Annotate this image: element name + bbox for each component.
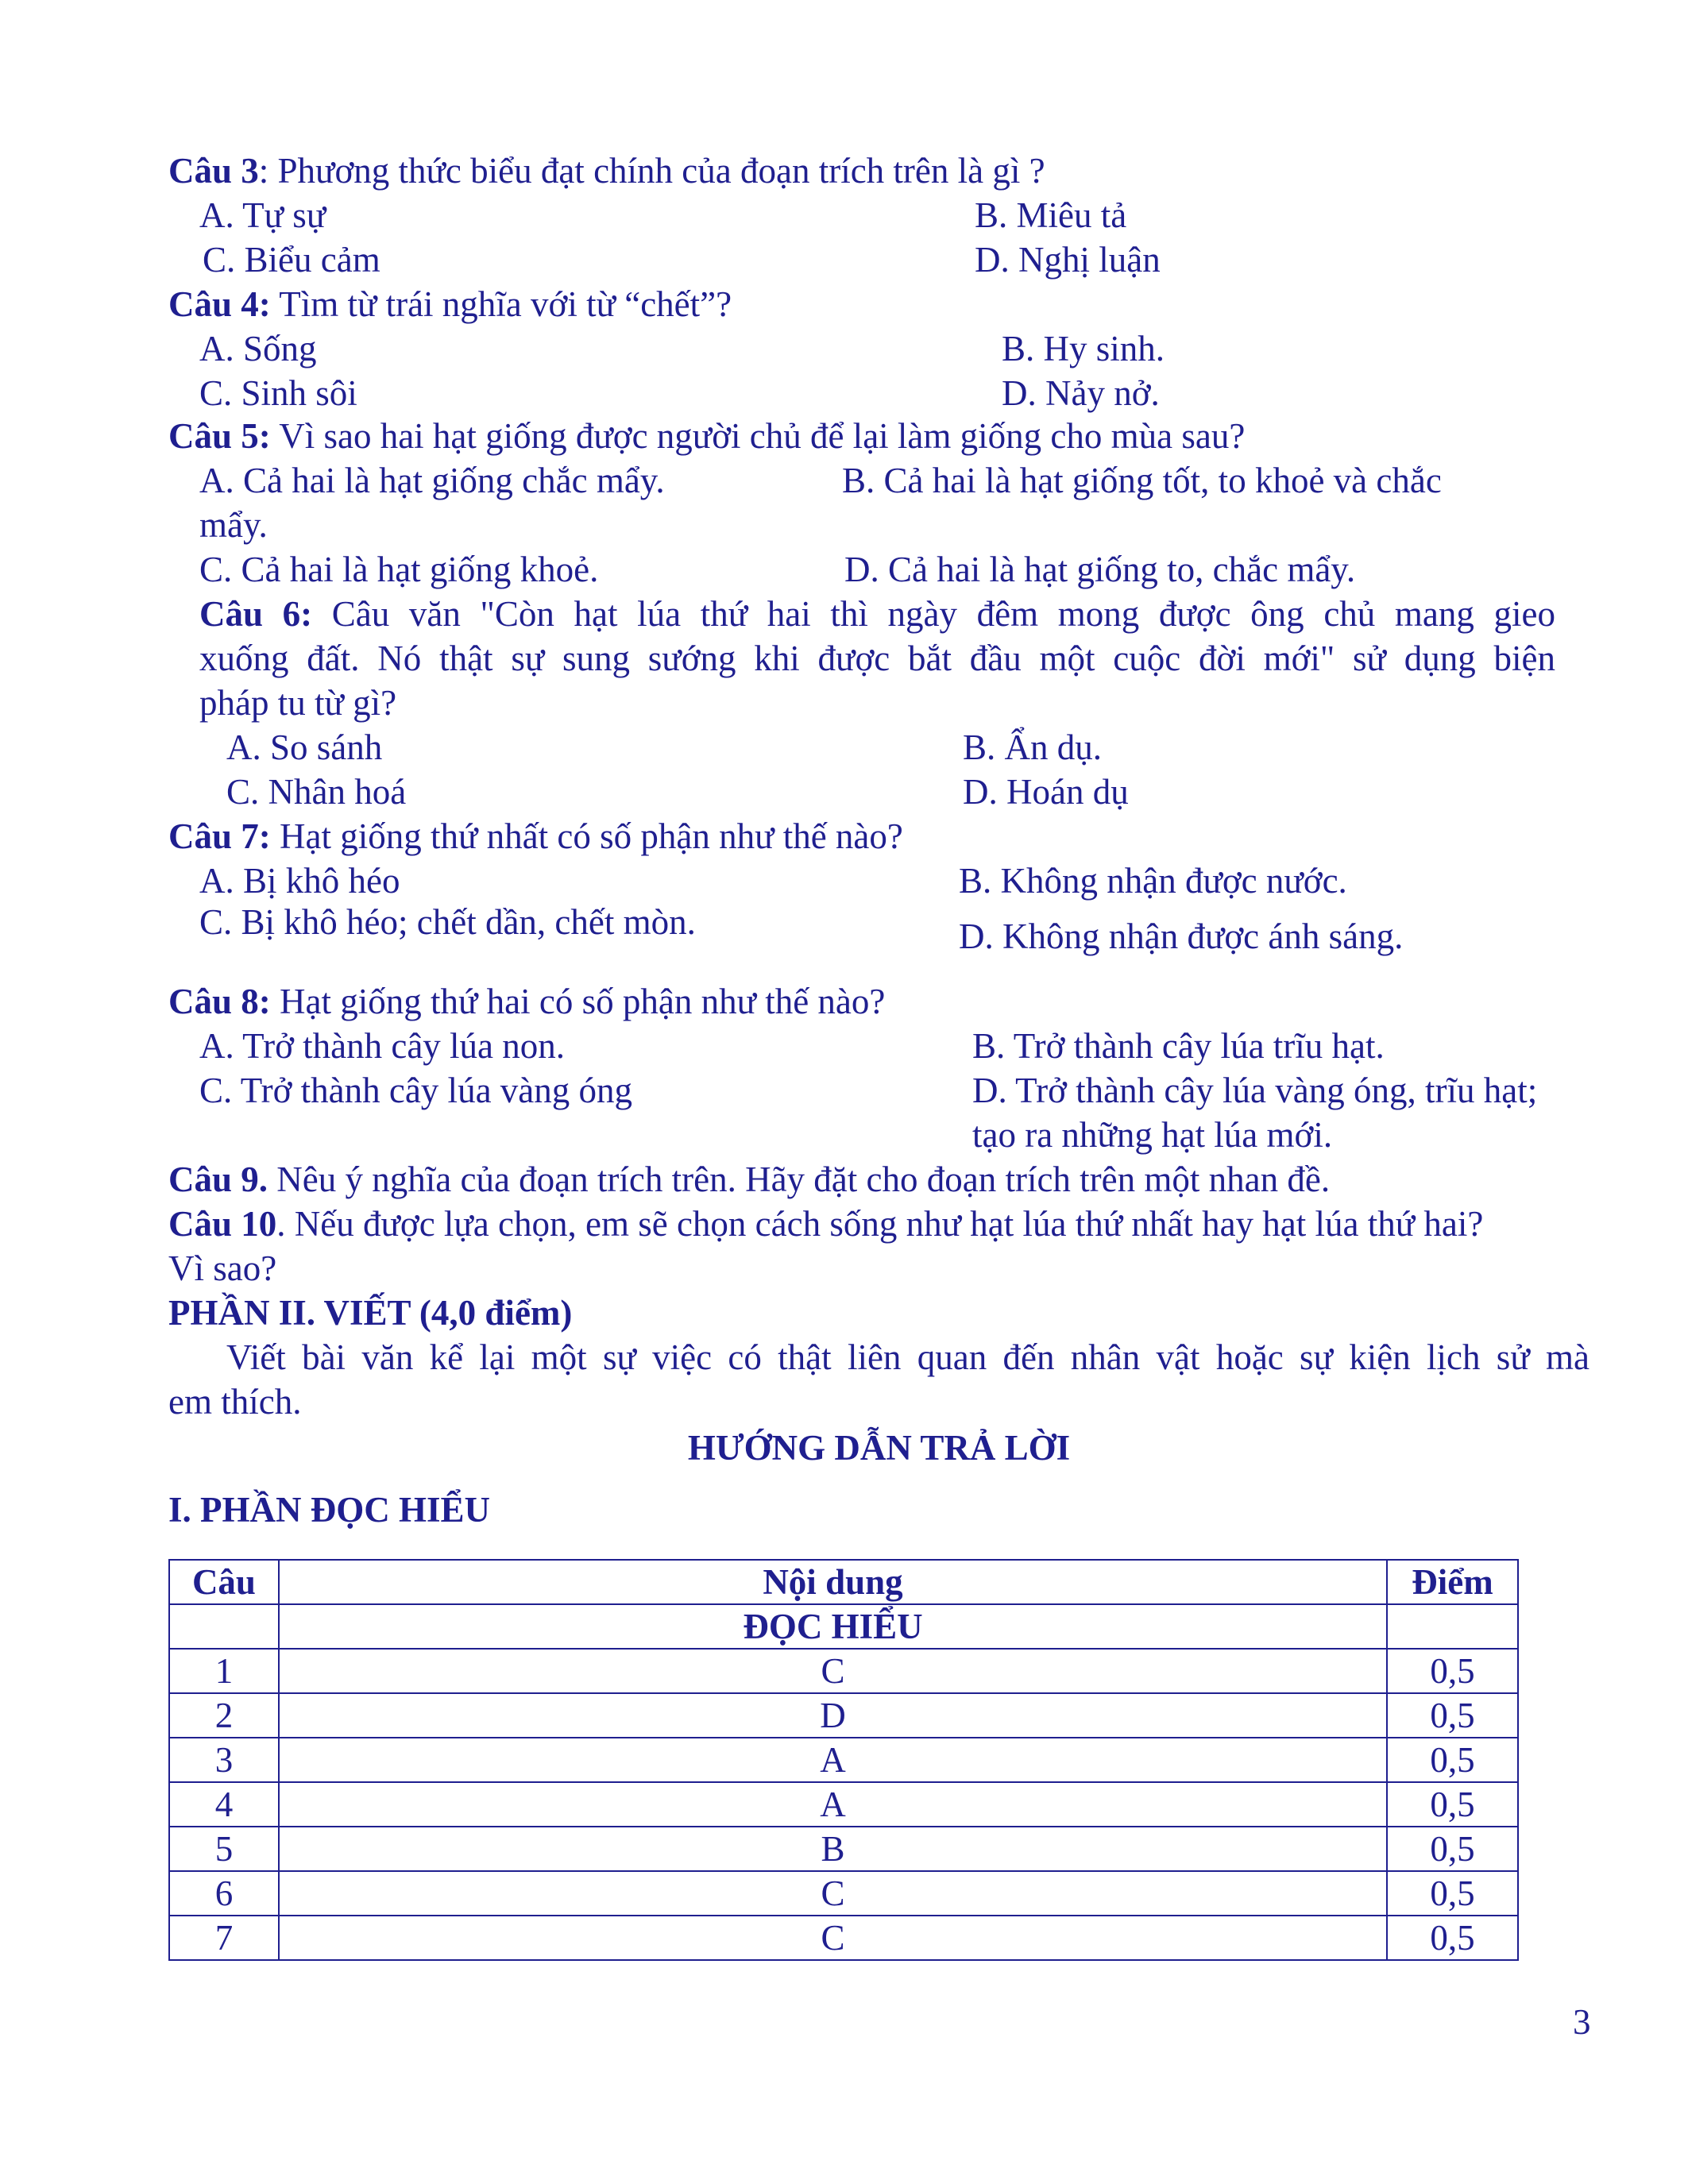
q4-option-d: D. Nảy nở. — [1002, 373, 1160, 413]
q3-option-c: C. Biểu cảm — [203, 240, 380, 280]
question-text: Câu văn "Còn hạt lúa thứ hai thì ngày đêm mong được ông chủ mang gieo — [312, 594, 1556, 634]
question-label: Câu 3 — [168, 151, 259, 191]
q5-option-c: C. Cả hai là hạt giống khoẻ. — [199, 550, 599, 589]
q5-option-b-continued: mẩy. — [199, 505, 268, 545]
cell-score: 0,5 — [1387, 1693, 1518, 1738]
question-text: Hạt giống thứ nhất có số phận như thế nào? — [270, 816, 903, 856]
cell-answer: C — [279, 1649, 1387, 1693]
question-text: . Nếu được lựa chọn, em sẽ chọn cách sống như hạt lúa thứ nhất hay hạt lúa thứ hai? — [276, 1204, 1484, 1244]
subheader-doc-hieu: ĐỌC HIỂU — [279, 1604, 1387, 1649]
question-text: Nêu ý nghĩa của đoạn trích trên. Hãy đặt cho đoạn trích trên một nhan đề. — [268, 1160, 1331, 1199]
question-label: Câu 10 — [168, 1204, 277, 1244]
q7-option-d: D. Không nhận được ánh sáng. — [959, 916, 1404, 956]
cell-answer: C — [279, 1871, 1387, 1916]
cell-score: 0,5 — [1387, 1782, 1518, 1827]
part2-prompt-line-1: Viết bài văn kể lại một sự việc có thật liên quan đến nhân vật hoặc sự kiện lịch sử mà — [226, 1337, 1590, 1377]
question-7 — [168, 814, 903, 859]
question-5 — [168, 414, 1245, 458]
cell-score: 0,5 — [1387, 1871, 1518, 1916]
question-label: Câu 8: — [168, 982, 271, 1021]
cell-score: 0,5 — [1387, 1738, 1518, 1782]
q3-option-d: D. Nghị luận — [975, 240, 1161, 280]
cell-answer: A — [279, 1738, 1387, 1782]
q5-option-d: D. Cả hai là hạt giống to, chắc mẩy. — [844, 550, 1356, 589]
header-cau: Câu — [169, 1560, 279, 1604]
question-text: Tìm từ trái nghĩa với từ “chết”? — [270, 284, 732, 324]
q6-option-b: B. Ẩn dụ. — [963, 727, 1103, 767]
question-6-line-3: pháp tu từ gì? — [199, 683, 397, 723]
q5-option-b: B. Cả hai là hạt giống tốt, to khoẻ và chắc — [842, 461, 1442, 500]
cell-score: 0,5 — [1387, 1649, 1518, 1693]
cell-answer: B — [279, 1827, 1387, 1871]
question-label: Câu 4: — [168, 284, 271, 324]
guide-title: HƯỚNG DẪN TRẢ LỜI — [687, 1428, 1071, 1468]
q8-option-d-continued: tạo ra những hạt lúa mới. — [972, 1115, 1333, 1155]
cell-answer: C — [279, 1916, 1387, 1960]
table-row — [169, 1738, 1518, 1782]
question-label: Câu 7: — [168, 816, 271, 856]
q7-option-b: B. Không nhận được nước. — [959, 861, 1347, 901]
question-text: Vì sao hai hạt giống được người chủ để lại làm giống cho mùa sau? — [270, 416, 1246, 456]
cell-question-number: 5 — [169, 1827, 279, 1871]
cell-score: 0,5 — [1387, 1916, 1518, 1960]
table-row — [169, 1649, 1518, 1693]
cell-answer: D — [279, 1693, 1387, 1738]
cell-question-number: 1 — [169, 1649, 279, 1693]
q5-option-a: A. Cả hai là hạt giống chắc mẩy. — [199, 461, 665, 500]
question-label: Câu 6: — [199, 594, 313, 634]
question-8 — [168, 979, 885, 1024]
q3-option-b: B. Miêu tả — [975, 195, 1127, 235]
question-label: Câu 9. — [168, 1160, 268, 1199]
q8-option-c: C. Trở thành cây lúa vàng óng — [199, 1071, 633, 1110]
q4-option-a: A. Sống — [199, 329, 317, 369]
cell-score: 0,5 — [1387, 1827, 1518, 1871]
guide-section-heading: I. PHẦN ĐỌC HIỂU — [168, 1490, 491, 1530]
header-noi-dung: Nội dung — [279, 1560, 1387, 1604]
part2-heading: PHẦN II. VIẾT (4,0 điểm) — [168, 1293, 573, 1333]
q3-option-a: A. Tự sự — [199, 195, 326, 235]
q4-option-b: B. Hy sinh. — [1002, 329, 1165, 369]
q6-option-d: D. Hoán dụ — [963, 772, 1129, 812]
question-10 — [168, 1202, 1483, 1246]
q7-option-a: A. Bị khô héo — [199, 861, 400, 901]
question-6-line-1 — [199, 592, 1555, 636]
question-text: Hạt giống thứ hai có số phận như thế nào? — [270, 982, 886, 1021]
question-text: : Phương thức biểu đạt chính của đoạn trích trên là gì ? — [258, 151, 1045, 191]
q6-option-c: C. Nhân hoá — [226, 772, 407, 812]
table-header-row — [169, 1560, 1518, 1604]
cell-question-number: 3 — [169, 1738, 279, 1782]
question-9 — [168, 1157, 1330, 1202]
q7-option-c: C. Bị khô héo; chết dần, chết mòn. — [199, 902, 696, 942]
question-10-continued: Vì sao? — [168, 1248, 277, 1288]
q4-option-c: C. Sinh sôi — [199, 373, 357, 413]
question-4 — [168, 282, 732, 326]
cell-question-number: 2 — [169, 1693, 279, 1738]
table-subheader-row — [169, 1604, 1518, 1649]
table-cell — [169, 1604, 279, 1649]
table-row — [169, 1916, 1518, 1960]
part2-prompt-line-2: em thích. — [168, 1382, 302, 1422]
q8-option-b: B. Trở thành cây lúa trĩu hạt. — [972, 1026, 1385, 1066]
q8-option-a: A. Trở thành cây lúa non. — [199, 1026, 566, 1066]
q6-option-a: A. So sánh — [226, 727, 383, 767]
table-row — [169, 1693, 1518, 1738]
cell-question-number: 6 — [169, 1871, 279, 1916]
cell-question-number: 4 — [169, 1782, 279, 1827]
page-number: 3 — [1573, 2002, 1591, 2042]
q8-option-d: D. Trở thành cây lúa vàng óng, trĩu hạt; — [972, 1071, 1538, 1110]
answer-table — [168, 1559, 1519, 1961]
question-3 — [168, 149, 1045, 193]
question-label: Câu 5: — [168, 416, 271, 456]
table-cell — [1387, 1604, 1518, 1649]
header-diem: Điểm — [1387, 1560, 1518, 1604]
table-row — [169, 1827, 1518, 1871]
cell-answer: A — [279, 1782, 1387, 1827]
cell-question-number: 7 — [169, 1916, 279, 1960]
question-6-line-2: xuống đất. Nó thật sự sung sướng khi được bắt đầu một cuộc đời mới" sử dụng biện — [199, 639, 1555, 678]
table-row — [169, 1871, 1518, 1916]
table-row — [169, 1782, 1518, 1827]
